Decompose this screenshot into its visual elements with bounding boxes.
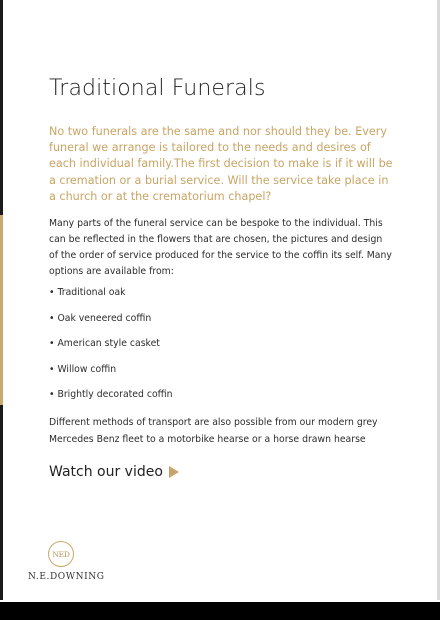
watch-video-label: Watch our video — [49, 464, 163, 480]
monogram-seal — [48, 541, 74, 567]
bottom-bar — [0, 602, 440, 620]
list-item: • Brightly decorated coffin — [49, 389, 173, 401]
coffin-options-list — [49, 287, 173, 415]
list-item: • Oak veneered coffin — [49, 312, 152, 324]
company-name: N.E.DOWNING — [28, 572, 105, 582]
transport-paragraph: Different methods of transport are also possible from our modern grey Mercedes Benz fleet to a motorbike hearse or a horse drawn hearse — [49, 417, 378, 445]
list-item: • American style casket — [49, 338, 160, 350]
page-title: Traditional Funerals — [49, 76, 266, 101]
list-item: • Traditional oak — [49, 287, 126, 298]
intro-paragraph: No two funerals are the same and nor should they be. Every funeral we arrange is tailored to the needs and desires of each individual family.The first decision to make is if it will be a cremation or a burial service. Will the service take place in a church or at the crematorium chapel? — [49, 125, 393, 203]
body-paragraph: Many parts of the funeral service can be bespoke to the individual. This can be reflected in the flowers that are chosen, the pictures and design of the order of service produced for the service to the coffin its self. Many options are available from: — [49, 218, 392, 277]
list-item: • Willow coffin — [49, 363, 117, 375]
monogram-text: NED — [52, 549, 70, 559]
left-edge-strip — [0, 0, 3, 600]
play-triangle-icon — [169, 466, 179, 478]
watch-video-link[interactable] — [49, 464, 179, 480]
left-edge-accent — [0, 215, 3, 405]
